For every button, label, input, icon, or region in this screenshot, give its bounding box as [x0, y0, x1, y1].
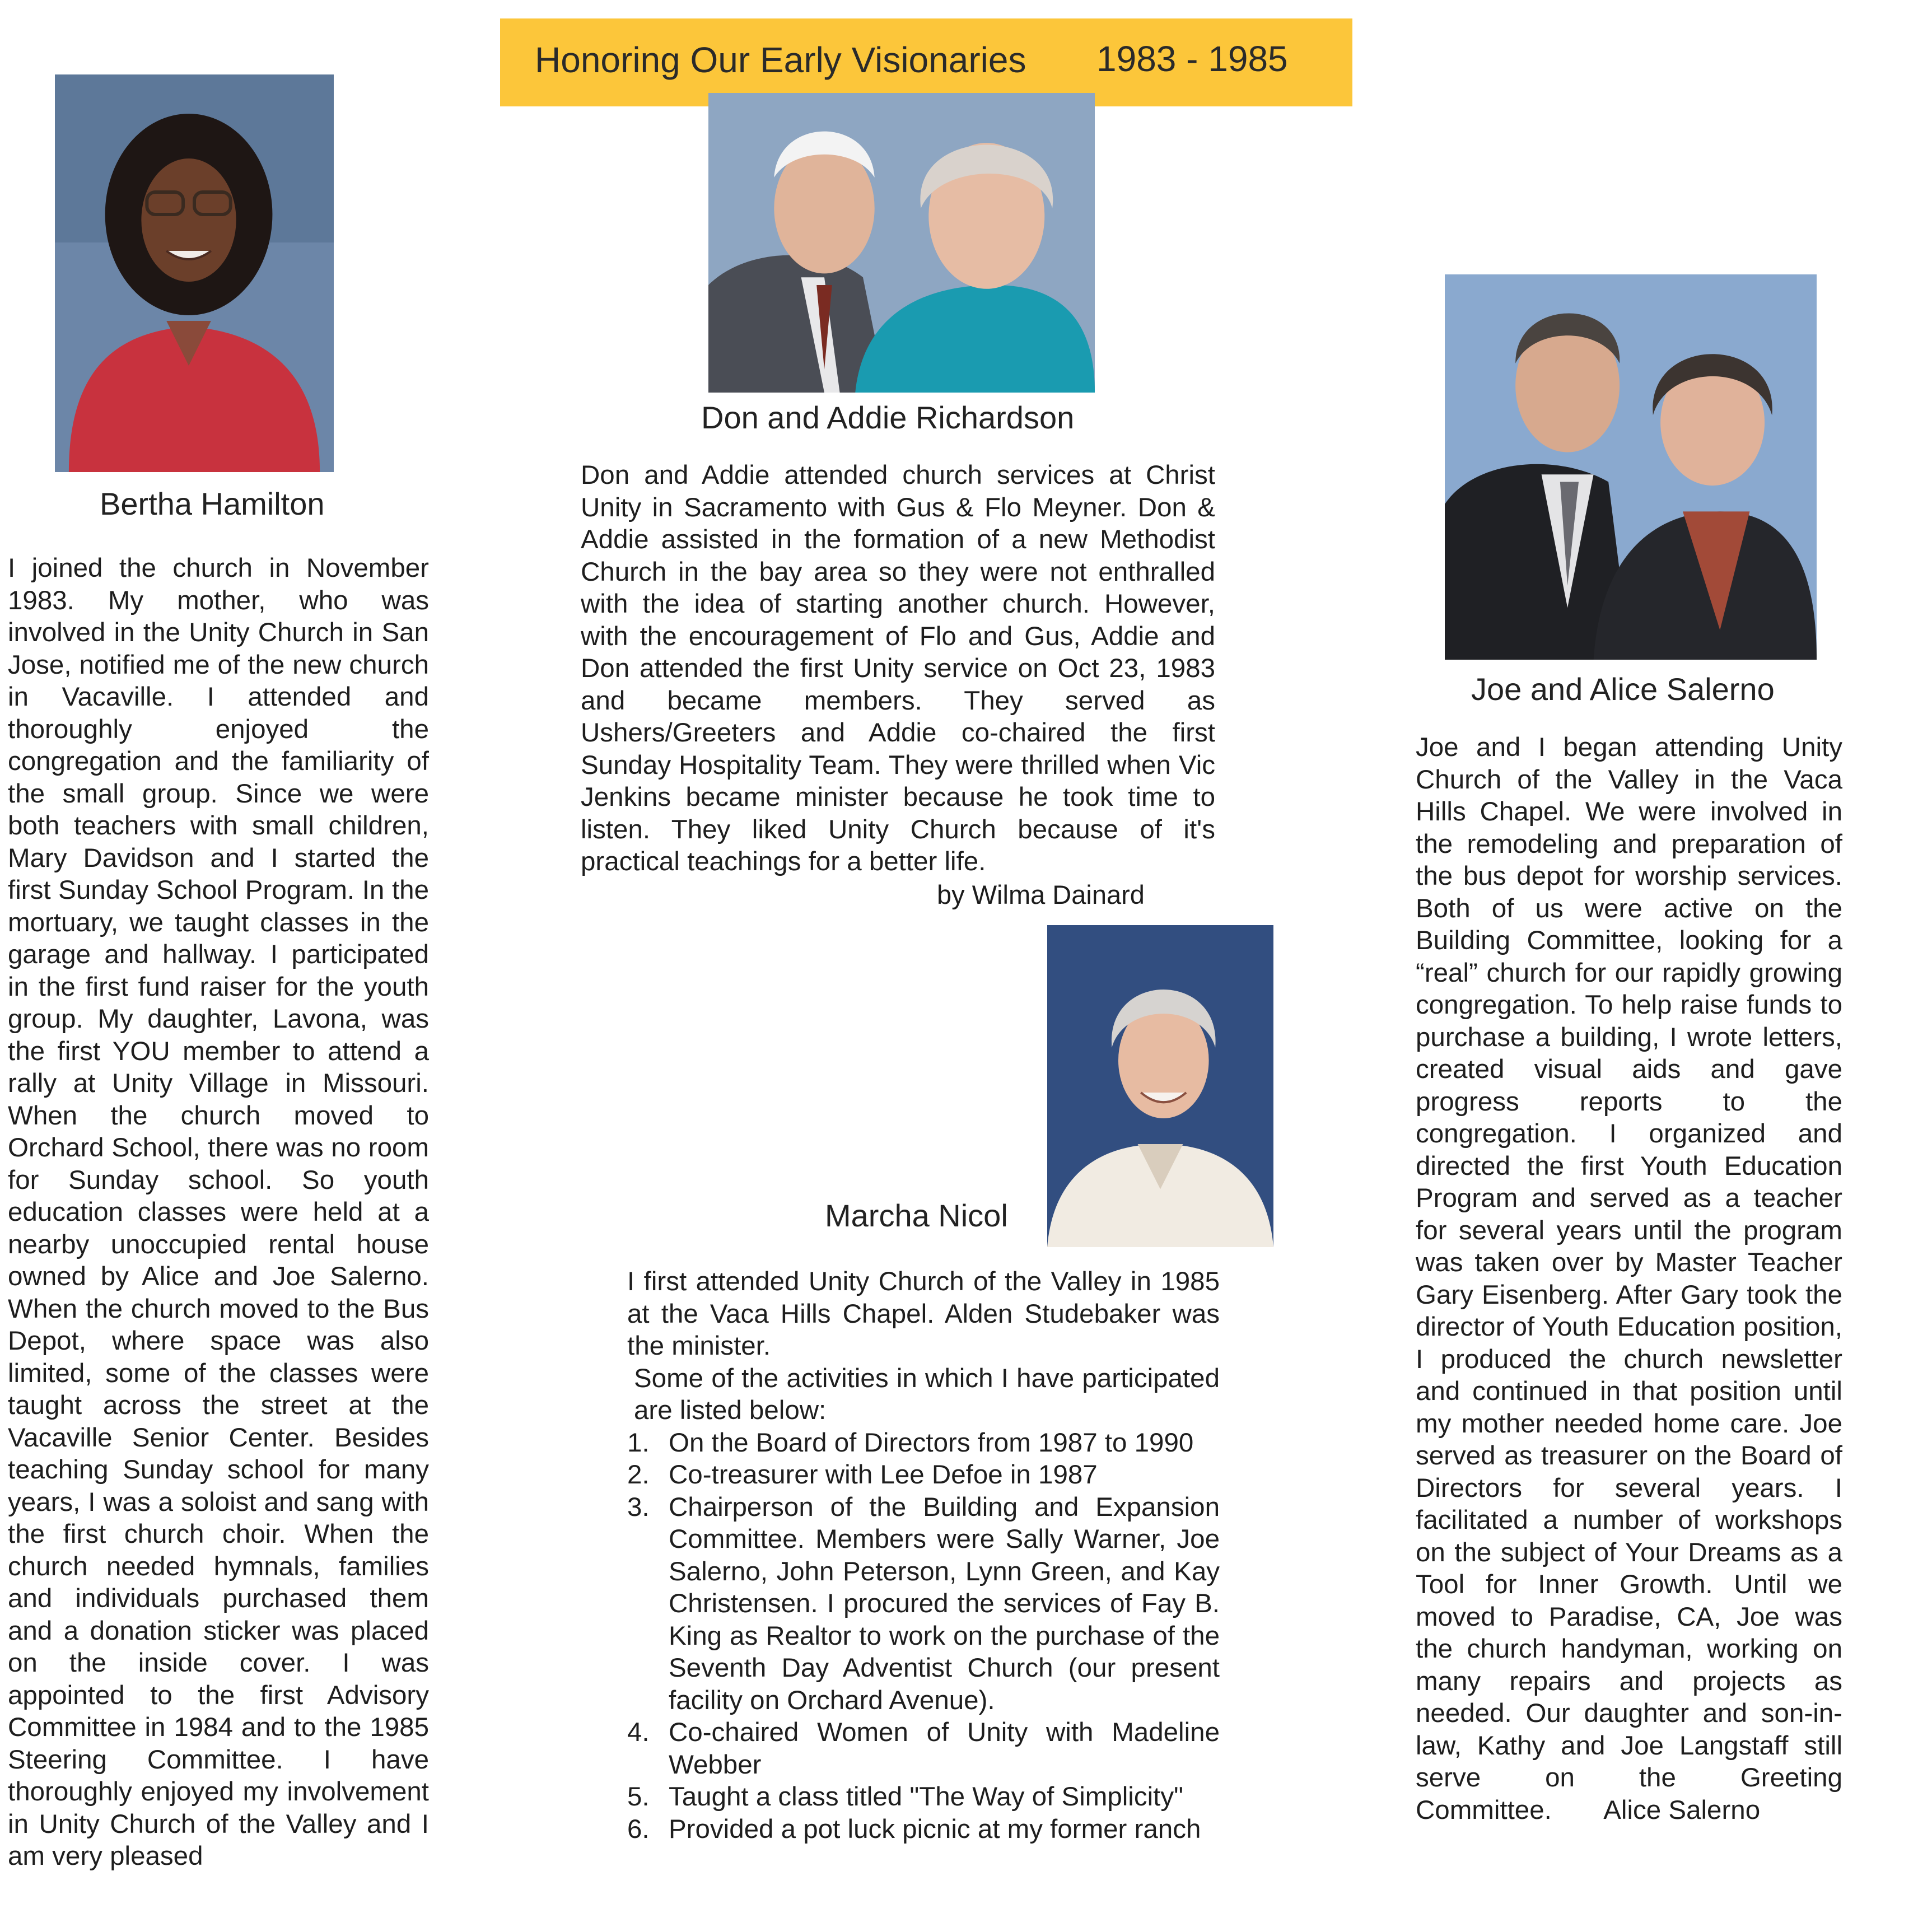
marcha-nicol-text: [627, 1266, 1220, 1932]
bertha-hamilton-text: [8, 552, 429, 1932]
marcha-intro-2: Some of the activities in which I have participated are listed below:: [634, 1363, 1220, 1425]
salerno-photo: [1445, 274, 1817, 660]
activity-number: 6.: [627, 1814, 650, 1844]
activity-number: 3.: [627, 1492, 650, 1522]
bertha-paragraph: I joined the church in November 1983. My mother, who was involved in the Unity Church in San Jose, notified me of the new church in Vacaville. I attended and thoroughly enjoyed the congregation and the familiarity of the small group. Since we were both teachers with small children, Mary Davidson and I started the first Sunday School Program. In the mortuary, we taught classes in the garage and hallway. I participated in the first fund raiser for the youth group. My daughter, Lavona, was the first YOU member to attend a rally at Unity Village in Missouri. When the church moved to Orchard School, there was no room for Sunday school. So youth education classes were held at a nearby unoccupied rental house owned by Alice and Joe Salerno. When the church moved to the Bus Depot, where space was also limited, some of the classes were taught across the street at the Vacaville Senior Center. Besides teaching Sunday school for many years, I was a soloist and sang with the first church choir. When the church needed hymnals, families and individuals purchased them and a donation sticker was placed on the inside cover. I was appointed to the first Advisory Committee in 1984 and to the 1985 Steering Committee. I have thoroughly enjoyed my involvement in Unity Church of the Valley and I am very pleased: [8, 553, 429, 1871]
page-title: Honoring Our Early Visionaries: [535, 40, 1026, 80]
bertha-hamilton-name: Bertha Hamilton: [100, 486, 325, 521]
activity-number: 4.: [627, 1718, 650, 1747]
marcha-intro: I first attended Unity Church of the Valley in 1985 at the Vaca Hills Chapel. Alden Studebaker was the minister.: [627, 1267, 1220, 1361]
salerno-paragraph: [1416, 731, 1842, 1826]
activity-text: Provided a pot luck picnic at my former ranch: [669, 1814, 1201, 1844]
richardson-text: [581, 459, 1215, 878]
activity-item: [627, 1781, 1220, 1813]
marcha-nicol-name: Marcha Nicol: [825, 1198, 1008, 1233]
activity-text: Co-treasurer with Lee Defoe in 1987: [669, 1460, 1098, 1490]
activity-text: Chairperson of the Building and Expansion Committee. Members were Sally Warner, Joe Salerno, John Peterson, Lynn Green, and Kay Christensen. I procured the services of Fay B. King as Realtor to work on the purchase of the Seventh Day Adventist Church (our present facility on Orchard Avenue).: [669, 1492, 1220, 1715]
activity-item: [627, 1491, 1220, 1717]
salerno-signature: Alice Salerno: [1603, 1795, 1761, 1825]
activity-text: Taught a class titled "The Way of Simplicity": [669, 1782, 1183, 1812]
activity-item: [627, 1459, 1220, 1491]
page-years: 1983 - 1985: [1096, 39, 1288, 79]
salerno-name: Joe and Alice Salerno: [1471, 671, 1775, 707]
activity-number: 2.: [627, 1460, 650, 1490]
activity-item: [627, 1716, 1220, 1781]
richardson-paragraph: Don and Addie attended church services at Christ Unity in Sacramento with Gus & Flo Meyner. Don & Addie assisted in the formation of a new Methodist Church in the bay area so they were not enthralled with the idea of starting another church. However, with the encouragement of Flo and Gus, Addie and Don attended the first Unity service on Oct 23, 1983 and became members. They served as Ushers/Greeters and Addie co-chaired the first Sunday Hospitality Team. They were thrilled when Vic Jenkins became minister because he took time to listen. They liked Unity Church because of it's practical teachings for a better life.: [581, 460, 1215, 876]
activity-item: [627, 1427, 1220, 1459]
activity-text: Co-chaired Women of Unity with Madeline Webber: [669, 1718, 1220, 1780]
activity-text: On the Board of Directors from 1987 to 1990: [669, 1427, 1194, 1458]
salerno-text: [1416, 731, 1842, 1826]
activity-list: [627, 1427, 1220, 1846]
activity-item: [627, 1813, 1220, 1846]
richardson-photo: [708, 93, 1095, 393]
activity-number: 1.: [627, 1427, 650, 1458]
bertha-hamilton-photo: [55, 74, 334, 472]
activity-number: 5.: [627, 1782, 650, 1812]
salerno-paragraph-text: Joe and I began attending Unity Church of the Valley in the Vaca Hills Chapel. We were involved in the remodeling and preparation of the bus depot for worship services. Both of us were active on the Building Committee, looking for a “real” church for our rapidly growing congregation. To help raise funds to purchase a building, I wrote letters, created visual aids and gave progress reports to the congregation. I organized and directed the first Youth Education Program and served as a teacher for several years until the program was taken over by Master Teacher Gary Eisenberg. After Gary took the director of Youth Education position, I produced the church newsletter and continued in that position until my mother needed home care. Joe served as treasurer on the Board of Directors for several years. I facilitated a number of workshops on the subject of Your Dreams as a Tool for Inner Growth. Until we moved to Paradise, CA, Joe was the church handyman, working on many repairs and projects as needed. Our daughter and son-in-law, Kathy and Joe Langstaff still serve on the Greeting Committee.: [1416, 732, 1842, 1825]
richardson-name: Don and Addie Richardson: [701, 400, 1075, 435]
marcha-nicol-photo: [1047, 925, 1273, 1247]
richardson-byline: by Wilma Dainard: [937, 880, 1145, 909]
